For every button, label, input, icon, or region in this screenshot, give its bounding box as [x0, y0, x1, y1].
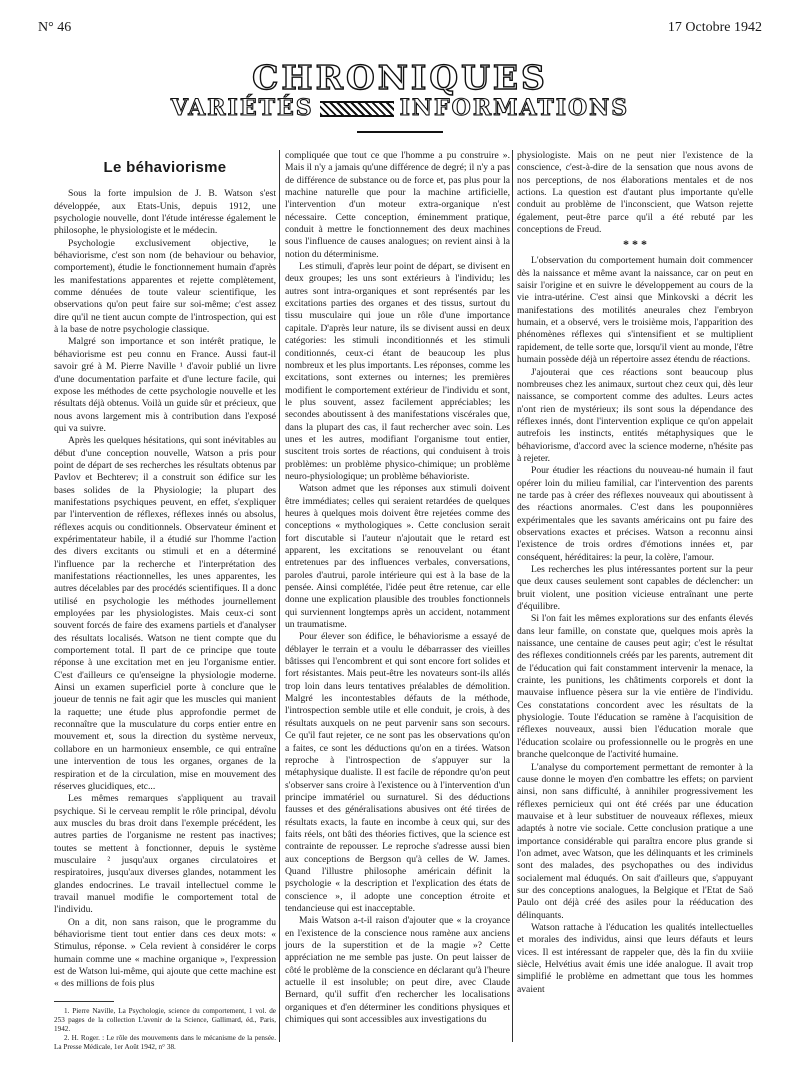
paragraph: J'ajouterai que ces réactions sont beaucoup plus nombreuses chez les animaux, surtout chez ceux qui, dès leur naissance, se comportent comme des adultes. Leurs actes n'ont rien de mystérieux; ils sont sous la dépendance des réflexes innés, dont l'intervention explique ce qu'on appelait autrefois les instincts, entités métaphysiques que le béhaviorisme, d'accord avec la science moderne, n'hésite pas à rejeter.: [517, 366, 753, 464]
paragraph: Si l'on fait les mêmes explorations sur des enfants élevés dans leur famille, on constate que, quelques mois après la naissance, une centaine de causes peut agir; c'est le résultat des réflexes conditionnels créés par les parents, autrement dit de l'éducation qui fait constamment intervenir la menace, la crainte, les punitions, les châtiments corporels et dont la mauvaise influence pèsera sur la vie entière de l'individu. Ces constatations concordent avec les résultats de la physiologie. Toute l'éducation se ramène à l'acquisition de réflexes nouveaux, aussi bien l'éducation morale que l'éducation scolaire ou professionnelle ou le progrès en une branche quelconque de l'activité humaine.: [517, 613, 753, 761]
paragraph: Pour étudier les réactions du nouveau-né humain il faut opérer loin du milieu familial, car l'intervention des parents ne tarde pas à créer des réflexes nouveaux qui aboutissent à des réactions anormales. C'est dans les pouponnières expérimentales que les savants américains ont pu faire des observations exactes et précises. Watson a reconnu ainsi l'existence de trois ordres d'émotions innées et, par conséquent, héréditaires: la peur, la colère, l'amour.: [517, 465, 753, 563]
article-title: Le béhaviorisme: [103, 159, 227, 176]
issue-number: N° 46: [38, 20, 72, 35]
section-separator: * * *: [623, 237, 647, 252]
paragraph: Les recherches les plus intéressantes portent sur la peur que deux causes seulement sont capables de déclencher: un bruit violent, une position vicieuse entraînant une perte d'équilibre.: [517, 564, 753, 613]
footnote: 1. Pierre Naville, La Psychologie, science du comportement, 1 vol. de 253 pages de la collection L'avenir de la Science, Gallimard, éd., Paris, 1942.: [54, 1006, 276, 1033]
column-1: [54, 150, 276, 1052]
column-divider: [512, 150, 513, 1042]
masthead-rule: [357, 131, 443, 133]
column-2: [285, 150, 510, 1026]
paragraph: physiologiste. Mais on ne peut nier l'existence de la conscience, c'est-à-dire de la sensation que nous avons de nos perceptions, de nos élaborations mentales et de nos actions. La question est d'autant plus importante qu'elle conduit au problème de l'inconscient, que Watson rejette également, peut-être parce qu'il a été rebuté par les conceptions de Freud.: [517, 150, 753, 236]
column-3: [517, 150, 753, 996]
paragraph: L'analyse du comportement permettant de remonter à la cause donne le moyen d'en combattre les effets; on parvient ainsi, non sans difficulté, à annihiler progressivement les réflexes pernicieux qui ont été créés par une éducation mauvaise et à leur substituer de nouveaux réflexes, mieux adaptés à notre vie sociale. Cette conclusion pratique a une importance considérable qui paraîtra encore plus grande si l'on admet, avec Watson, que les délinquants et les criminels sont des malades, des psychopathes ou des individus socialement mal éduqués. On sait d'ailleurs que, s'appuyant sur des conceptions analogues, la Belgique et l'Etat de Saö Paulo ont déjà créé des asiles pour la rééducation des délinquants.: [517, 761, 753, 921]
footnote: 2. H. Roger. : Le rôle des mouvements dans le mécanisme de la pensée. La Presse Médicale, 1er Août 1942, n° 38.: [54, 1033, 276, 1051]
paragraph: Pour élever son édifice, le béhaviorisme a essayé de déblayer le terrain et a voulu le débarrasser des vieilles bâtisses qui l'encombrent et qui sont encore fort solides et fort résistantes. Mais peut-être les novateurs sont-ils allés trop loin dans leurs tentatives préalables de démolition. Malgré les incontestables défauts de la méthode, l'introspection semble utile et elle conduit, je crois, à des résultats auxquels on ne peut parvenir sans son secours. Ce qu'il faut rejeter, ce ne sont pas les observations qu'on a faites, ce sont les déductions qu'on en a tirées. Watson reproche à l'introspection de s'appuyer sur la métaphysique dualiste. Il est facile de répondre qu'on peut s'observer sans croire à l'existence ou à l'intervention d'un principe immatériel ou surnaturel. Si des déductions fausses et des généralisations abusives ont été tirées de résultats exacts, la faute en incombe à ceux qui, sur des faits réels, ont bâti des théories fictives, que la science est contrainte de repousser. Le reproche s'adresse aussi bien aux conceptions de Bergson qu'à celles de W. James. Quand l'illustre philosophe américain définit la psychologie « la description et l'explication des états de conscience », il adopte une conception étroite et tendancieuse qui est inacceptable.: [285, 631, 510, 914]
masthead-subtitle: [0, 95, 800, 121]
issue-date: 17 Octobre 1942: [667, 20, 762, 35]
paragraph: On a dit, non sans raison, que le programme du béhaviorisme tient tout entier dans ces deux mots: « Stimulus, réponse. » Cela revient à considérer le corps humain comme une « machine organique », l'expression est de Watson lui-même, qui ajoute que cette machine est « des millions de fois plus: [54, 916, 276, 990]
paragraph: Les stimuli, d'après leur point de départ, se divisent en deux groupes; les uns sont extérieurs à l'individu; les autres sont intra-organiques et sont représentés par les excitations parties des organes et des tissus, surtout du tissu musculaire qui joue un rôle d'une importance capitale. D'après leur nature, ils se divisent aussi en deux catégories: les stimuli inconditionnés et les stimuli conditionnés, ceux-ci étant de beaucoup les plus nombreux et les plus importants. Les réponses, comme les excitations, sont externes ou internes; les premières modifient le comportement extérieur de l'individu et sont, le plus souvent, assez facilement appréciables; les secondes aboutissent à des manifestations viscérales que, dans la plupart des cas, il faut rechercher avec soin. Les unes et les autres, modifiant l'organisme tout entier, suscitent trois sortes de réactions, qui conduisent à trois problèmes: un problème physico-chimique; un problème neuro-physiologique; un problème béhavioriste.: [285, 261, 510, 482]
masthead-title: CHRONIQUES: [252, 58, 548, 97]
ornament-icon: [320, 101, 394, 117]
column-divider: [279, 150, 280, 1042]
paragraph: Malgré son importance et son intérêt pratique, le béhaviorisme est peu connu en France. Aussi faut-il savoir gré à M. Pierre Naville ¹ d'avoir publié un livre d'une documentation parfaite et d'une lecture facile, qui expose les méthodes de cette psychologie nouvelle et les résultats déjà obtenus. Voilà un guide sûr et précieux, que nous avons largement mis à contribution dans l'exposé qui va suivre.: [54, 336, 276, 434]
paragraph: L'observation du comportement humain doit commencer dès la naissance et même avant la naissance, car on peut en saisir l'origine et en suivre le développement au cours de la vie intra-utérine. C'est ainsi que Minkovski a décrit les manifestations des motilités aneurales chez l'embryon humain, et a observé, vers le troisième mois, l'apparition des phénomènes réflexes qui s'intensifient et se multiplient rapidement, de telle sorte que, lorsqu'il vient au monde, l'être humain possède déjà un répertoire assez étendu de réactions.: [517, 255, 753, 366]
footnote-rule: [54, 1001, 114, 1002]
paragraph: compliquée que tout ce que l'homme a pu construire ». Mais il n'y a jamais qu'une différence de degré; il n'y a pas de différence de substance ou de force et, pas plus pour la machine naturelle que pour la machine artificielle, l'intervention d'un moteur extra-organique n'est nécessaire. Cette conception, éminemment pratique, conduit à mettre le fonctionnement des deux machines sous l'influence de causes analogues; on revient ainsi à la notion du déterminisme.: [285, 150, 510, 260]
paragraph: Watson admet que les réponses aux stimuli doivent être immédiates; celles qui seraient retardées de quelques heures à quelques mois doivent être rejetées comme des conceptions « mythologiques ». Cette conclusion serait fort discutable si l'auteur n'ajoutait que le retard est apparent, les excitations se renouvelant ou étant entretenues par des influences verbales, conversations, paroles d'autrui, parole intérieure qui est à la base de la pensée. Ainsi complétée, l'idée peut être retenue, car elle donne une explication plausible des troubles fonctionnels qui surviennent longtemps après un accident, notamment un traumatisme.: [285, 483, 510, 631]
masthead-right-word: INFORMATIONS: [399, 95, 630, 121]
paragraph: Les mêmes remarques s'appliquent au travail psychique. Si le cerveau remplit le rôle principal, dévolu aux muscles du bras droit dans l'exemple précédent, les autres parties de l'organisme ne restent pas inactives; toutes se mettent à fonctionner, depuis le système musculaire ² jusqu'aux organes circulatoires et respiratoires, jusqu'aux diverses glandes, notamment les glandes endocrines. Le travail intellectuel comme le travail manuel modifie le comportement total de l'individu.: [54, 793, 276, 916]
paragraph: Watson rattache à l'éducation les qualités intellectuelles et morales des individus, ainsi que leurs défauts et leurs vices. Il est intéressant de rappeler que, dès la fin du xviiie siècle, Helvétius avait émis une idée analogue. Il avait trop simplifié le problème en admettant que tous les hommes avaient: [517, 921, 753, 995]
paragraph: Sous la forte impulsion de J. B. Watson s'est développée, aux Etats-Unis, depuis 1912, une psychologie nouvelle, dont l'étude intéresse également le philosophe, le physiologiste et le médecin.: [54, 188, 276, 237]
masthead-left-word: VARIÉTÉS: [170, 95, 314, 121]
paragraph: Psychologie exclusivement objective, le béhaviorisme, c'est son nom (de behaviour ou behavior, comportement), étudie le fonctionnement humain d'après les manifestations apparentes et rejette complètement, comme dénuées de toute valeur scientifique, les observations qu'on peut faire sur soi-même; c'est assez dire qu'il ne tient aucun compte de l'introspection, qui est à la base de notre psychologie classique.: [54, 237, 276, 336]
paragraph: Après les quelques hésitations, qui sont inévitables au début d'une conception nouvelle, Watson a pris pour point de départ de ses recherches les résultats obtenus par Pavlov et Bechterev; il a construit son édifice sur les bases solides de la Physiologie; la plupart des manifestations psychiques peuvent, en effet, s'expliquer par l'intervention de réflexes, réflexes innés ou absolus, réflexes acquis ou conditionnels. Observateur éminent et expérimentateur habile, il a étudié sur l'homme l'action des divers excitants ou stimuli et en a déterminé l'influence par la recherche et l'interprétation des manifestations réactionnelles, les unes apparentes, les autres décelables par des procédés scientifiques. Il a donc utilisé en psychologie les méthodes journellement employées par les physiologistes. Mais ceux-ci sont souvent forcés de faire des examens partiels et d'analyser des résultats localisés. Watson ne tient compte que du comportement total. Il part de ce principe que toute réponse à une excitation met en jeu l'organisme entier. C'est d'ailleurs ce qu'enseigne la physiologie moderne. Ainsi un examen superficiel porte à conclure que le joueur de tennis ne fait agir que les muscles qui manient la raquette; une étude plus approfondie permet de reconnaître que la musculature du corps entier entre en mouvement et, sous la direction du système nerveux, collabore en un harmonieux ensemble, ce qui entraîne une intervention de tous les organes, organes de la respiration et de la circulation, mise en mouvement des réserves glucidiques, etc...: [54, 435, 276, 792]
paragraph: Mais Watson a-t-il raison d'ajouter que « la croyance en l'existence de la conscience nous ramène aux anciens jours de la superstition et de la magie »? Cette appréciation ne me semble pas juste. On peut laisser de côté le problème de la conscience en déclarant qu'à l'heure actuelle il est insoluble; on peut dire, avec Claude Bernard, qu'il suffit d'en rechercher les localisations organiques et d'en déterminer les conditions physiques et chimiques qui sont accessibles aux investigations du: [285, 915, 510, 1026]
